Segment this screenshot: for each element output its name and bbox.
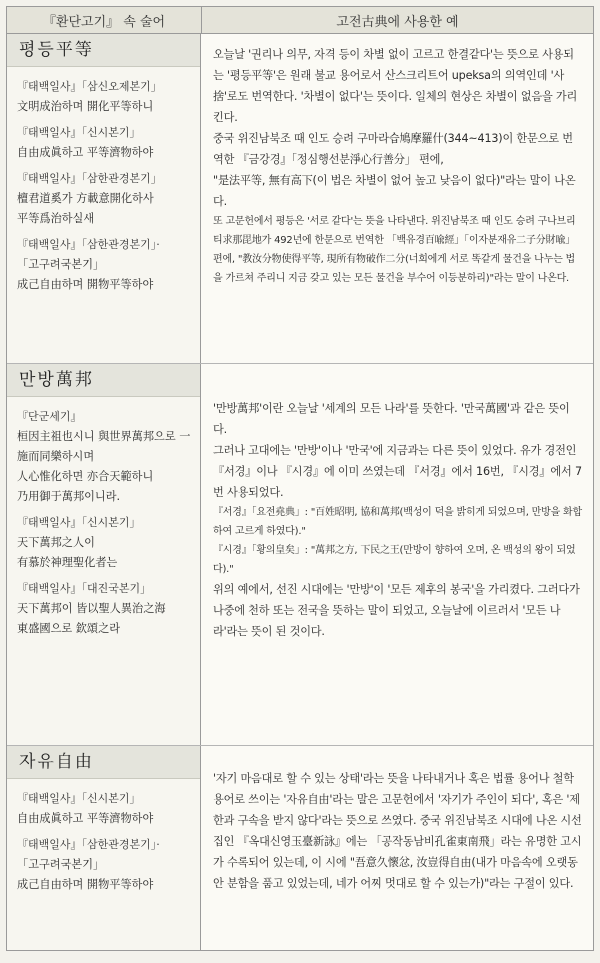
citation-source: 『태백일사』「삼한관경본기」· bbox=[17, 838, 160, 851]
term-title: 자유自由 bbox=[7, 746, 200, 779]
citation-line: 有慕於神理聖化者는 bbox=[17, 556, 118, 569]
term-cell bbox=[7, 34, 201, 363]
citation-line: 自由成眞하고 平等濟物하야 bbox=[17, 812, 154, 825]
citation bbox=[17, 513, 192, 573]
term-cell bbox=[7, 746, 201, 950]
citation bbox=[17, 169, 192, 229]
usage-paragraph: 오늘날 '권리나 의무, 자격 등이 차별 없이 고르고 한결같다'는 뜻으로 사용되는 '평등平等'은 원래 불교 용어로서 산스크리트어 upeksa의 의역인데 '사捨'로도 번역한다. '차별이 없다'는 뜻이다. 일체의 현상은 차별이 없음을 가리킨다. bbox=[213, 48, 578, 124]
section-manbang bbox=[7, 364, 593, 746]
term-title: 평등平等 bbox=[7, 34, 200, 67]
citation bbox=[17, 235, 192, 295]
usage-cell bbox=[201, 34, 593, 363]
header-usage: 고전古典에 사용한 예 bbox=[336, 14, 459, 30]
citation-line: 人心惟化하면 亦合天範하니 bbox=[17, 470, 154, 483]
usage-paragraph: 또 고문헌에서 평등은 '서로 같다'는 뜻을 나타낸다. 위진남북조 때 인도 승려 구나브리티求那毘地가 492년에 한문으로 번역한 「백유경百喩經」「이자분재유二子分財喩」 편에, "教汝分物使得平等, 現所有物破作二分(너희에게 서로 똑같게 물건을 나누는 법을 가르쳐 주리니 지금 갖고 있는 모든 물건을 부수어 이등분하리)"라는 말이 나온다. bbox=[213, 216, 576, 284]
section-jayu bbox=[7, 746, 593, 950]
citation-line: 天下萬邦之人이 bbox=[17, 536, 95, 549]
citation bbox=[17, 123, 192, 163]
citation-source: 『태백일사』「신시본기」 bbox=[17, 126, 141, 139]
usage-paragraph: '만방萬邦'이란 오늘날 '세계의 모든 나라'를 뜻한다. '만국萬國'과 같은 뜻이다. bbox=[213, 402, 570, 436]
citation-source: 『태백일사』「삼신오제본기」 bbox=[17, 80, 162, 93]
citation bbox=[17, 789, 192, 829]
usage-paragraph: 그러나 고대에는 '만방'이나 '만국'에 지금과는 다른 뜻이 있었다. 유가 경전인 『서경』이나 『시경』에 이미 쓰였는데 『서경』에서 16번, 『시경』에서 7번 사용되었다. bbox=[213, 444, 582, 499]
citation-line: 乃用御于萬邦이니라. bbox=[17, 490, 121, 503]
usage-paragraph: 『서경』「요전堯典」: "百姓昭明, 協和萬邦(백성이 덕을 밝히게 되었으며, 만방을 화합하여 고르게 하였다)." bbox=[213, 507, 582, 537]
usage-paragraph: 『시경』「황의皇矣」: "萬邦之方, 下民之王(만방이 향하여 오며, 온 백성의 왕이 되었다)." bbox=[213, 545, 576, 575]
usage-paragraph: '자기 마음대로 할 수 있는 상태'라는 뜻을 나타내거나 혹은 법률 용어나 철학 용어로 쓰이는 '자유自由'라는 말은 고문헌에서 '자기가 주인이 되다', 혹은 '제한과 구속을 받지 않다'라는 뜻으로 쓰였다. 중국 위진남북조 시대에 나온 시선집인 『옥대신영玉臺新詠』에는 「공작동남비孔雀東南飛」라는 유명한 고시가 수록되어 있는데, 이 시에 "吾意久懷忿, 汝豈得自由(내가 마음속에 오랫동안 분함을 품고 있었는데, 네가 어찌 멋대로 할 수 있는가)"라는 구절이 있다. bbox=[213, 772, 582, 890]
citation-source: 『태백일사』「삼한관경본기」· bbox=[17, 238, 160, 251]
citation-source: 『태백일사』「대진국본기」 bbox=[17, 582, 152, 595]
usage-paragraph: "是法平等, 無有高下(이 법은 차별이 없어 높고 낮음이 없다)"라는 말이 나온다. bbox=[213, 174, 576, 208]
comparison-table bbox=[6, 6, 594, 951]
citation-line: 「고구려국본기」 bbox=[17, 858, 105, 871]
citation-line: 檀君道奚가 方載意開化하사 bbox=[17, 192, 154, 205]
citation-line: 天下萬邦이 皆以聖人異治之海 bbox=[17, 602, 166, 615]
header-terms: 『환단고기』 속 술어 bbox=[7, 7, 202, 33]
citation-line: 桓因主祖也시니 與世界萬邦으로 一施而同樂하시며 bbox=[17, 430, 191, 463]
citation bbox=[17, 77, 192, 117]
citation-source: 『태백일사』「삼한관경본기」 bbox=[17, 172, 162, 185]
usage-paragraph: 중국 위진남북조 때 인도 승려 구마라습鳩摩羅什(344~413)이 한문으로 번역한 『금강경』「정심행선분淨心行善分」 편에, bbox=[213, 132, 573, 166]
citation-line: 文明成治하며 開化平等하니 bbox=[17, 100, 154, 113]
citation-line: 成己自由하며 開物平等하야 bbox=[17, 278, 154, 291]
citation-source: 『단군세기』 bbox=[17, 410, 82, 423]
citation bbox=[17, 835, 192, 895]
term-title: 만방萬邦 bbox=[7, 364, 200, 397]
citation-line: 平等爲治하실새 bbox=[17, 212, 95, 225]
citation-source: 『태백일사』「신시본기」 bbox=[17, 792, 141, 805]
citation-line: 自由成眞하고 平等濟物하야 bbox=[17, 146, 154, 159]
citation bbox=[17, 579, 192, 639]
citation-line: 成己自由하며 開物平等하야 bbox=[17, 878, 154, 891]
usage-cell bbox=[201, 746, 593, 950]
section-pyeongdeung bbox=[7, 34, 593, 364]
usage-cell bbox=[201, 364, 593, 745]
citation-line: 東盛國으로 欽頌之라 bbox=[17, 622, 121, 635]
table-header bbox=[7, 7, 593, 34]
citation bbox=[17, 407, 192, 507]
citation-source: 『태백일사』「신시본기」 bbox=[17, 516, 141, 529]
usage-paragraph: 위의 예에서, 선진 시대에는 '만방'이 '모든 제후의 봉국'을 가리켰다. 그러다가 나중에 천하 또는 전국을 뜻하는 말이 되었고, 오늘날에 이르러서 '모든 나라'라는 뜻이 된 것이다. bbox=[213, 583, 580, 638]
citation-line: 「고구려국본기」 bbox=[17, 258, 105, 271]
term-cell bbox=[7, 364, 201, 745]
